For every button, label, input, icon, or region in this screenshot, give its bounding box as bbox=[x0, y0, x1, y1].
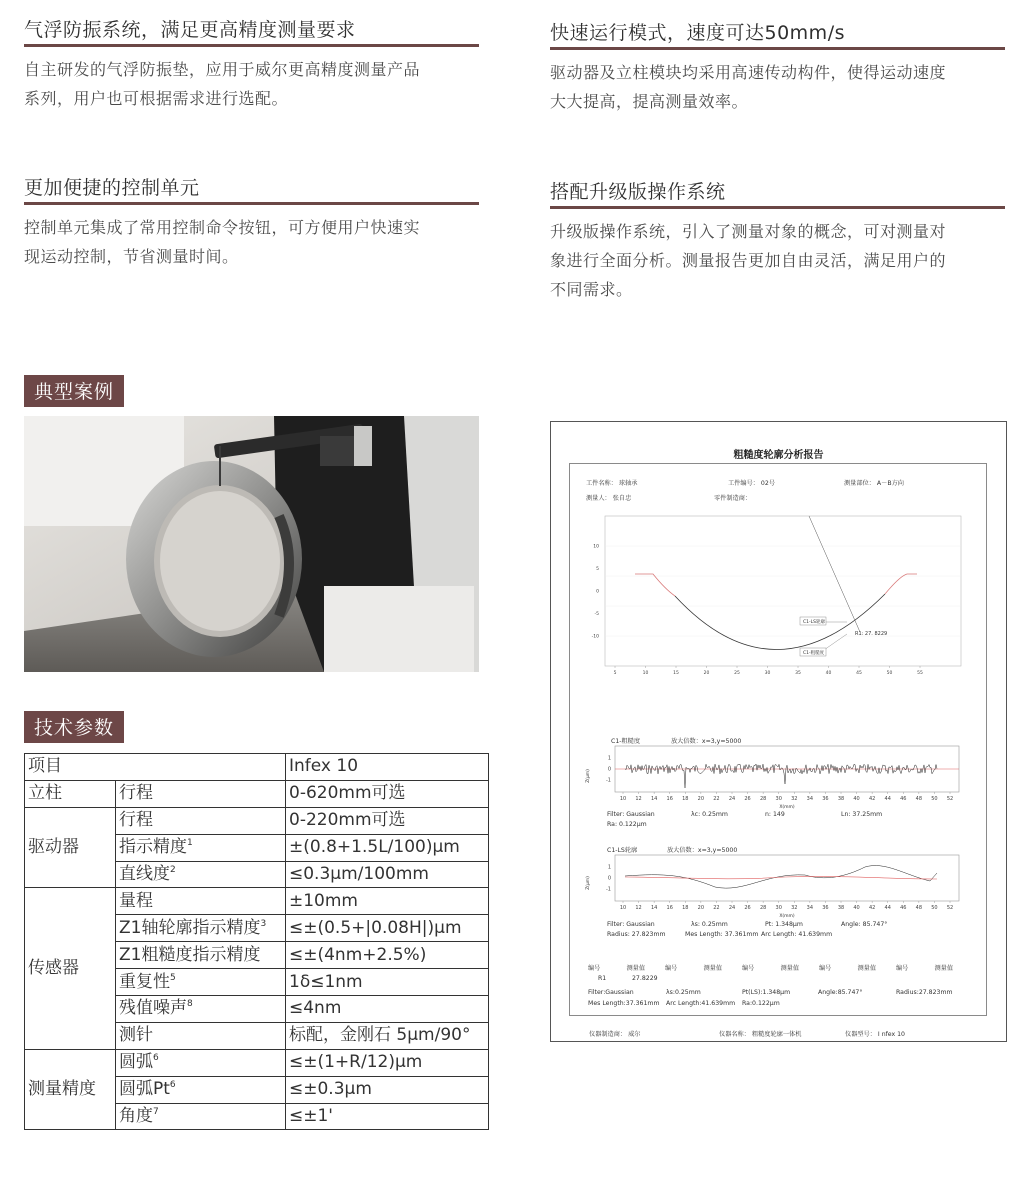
x-tick-label: 48 bbox=[915, 905, 923, 911]
spec-row bbox=[25, 888, 489, 915]
x-tick-label: 46 bbox=[900, 905, 907, 911]
footnote-mark: 6 bbox=[169, 1080, 176, 1091]
workpiece-name: 工件名称： 球轴承 bbox=[586, 480, 638, 487]
spec-param: 测针 bbox=[116, 1022, 286, 1049]
x-tick-label: 18 bbox=[682, 905, 689, 911]
x-tick-label: 45 bbox=[856, 671, 862, 676]
x-tick-label: 36 bbox=[822, 796, 829, 802]
x-tick-label: 38 bbox=[837, 905, 845, 911]
ls-info-angle: Angle: 85.747° bbox=[841, 921, 888, 928]
spec-value: ≤±1' bbox=[286, 1103, 489, 1130]
spec-group: 传感器 bbox=[25, 888, 116, 1049]
x-tick-label: 12 bbox=[635, 796, 642, 802]
spec-param: 量程 bbox=[116, 888, 286, 915]
report-frame bbox=[569, 463, 987, 1016]
summary-ls: λs:0.25mm bbox=[666, 989, 701, 996]
ls-info-pt: Pt: 1.348μm bbox=[765, 921, 803, 928]
profile-label-r1: R1: 27. 8229 bbox=[855, 631, 888, 637]
x-tick-label: 28 bbox=[759, 796, 767, 802]
footnote-mark: 3 bbox=[260, 918, 267, 929]
result-header-label: 编号 bbox=[742, 965, 755, 972]
footnote-mark: 7 bbox=[153, 1107, 159, 1118]
spec-param: 指示精度$^1$ bbox=[116, 834, 286, 861]
y-tick-label: 10 bbox=[593, 544, 599, 550]
spec-value: ≤4nm bbox=[286, 996, 489, 1023]
spec-table bbox=[24, 753, 489, 1130]
x-tick-label: 32 bbox=[791, 905, 798, 911]
feature-os bbox=[550, 177, 1005, 304]
x-tick-label: 36 bbox=[822, 905, 829, 911]
footnote-mark: 1 bbox=[187, 838, 193, 849]
ls-ylabel: Z(μm) bbox=[586, 876, 591, 890]
result-header-label: 编号 bbox=[896, 965, 909, 972]
spec-row bbox=[25, 807, 489, 834]
ls-chart-title: C1-LS轮廓 bbox=[607, 847, 638, 854]
workpiece-no: 工件编号： 02号 bbox=[728, 480, 775, 487]
ls-chart-mag: 放大倍数：x=3,y=5000 bbox=[667, 847, 738, 854]
spec-value: ≤0.3μm/100mm bbox=[286, 861, 489, 888]
spec-value: ≤±(4nm+2.5%) bbox=[286, 942, 489, 969]
ls-info-ls: λs: 0.25mm bbox=[691, 921, 728, 928]
x-tick-label: 50 bbox=[886, 671, 893, 676]
y-tick-label: 1 bbox=[607, 755, 611, 762]
result-header-label: 测量值 bbox=[857, 965, 877, 972]
spec-row bbox=[25, 780, 489, 807]
spec-value: ≤±(1+R/12)μm bbox=[286, 1049, 489, 1076]
feature-title: 快速运行模式，速度可达50mm/s bbox=[550, 18, 1005, 50]
x-tick-label: 10 bbox=[642, 671, 649, 676]
x-tick-label: 40 bbox=[853, 905, 860, 911]
profile-label-rough: C1-粗糙度 bbox=[803, 651, 825, 656]
rough-ylabel: Z(μm) bbox=[586, 769, 591, 783]
x-tick-label: 50 bbox=[931, 796, 938, 802]
x-tick-label: 46 bbox=[900, 796, 907, 802]
x-tick-label: 50 bbox=[931, 905, 938, 911]
footnote-mark: 2 bbox=[170, 865, 176, 875]
x-tick-label: 35 bbox=[795, 671, 801, 676]
spec-group: 驱动器 bbox=[25, 807, 116, 888]
spec-param: 行程 bbox=[116, 780, 286, 807]
x-tick-label: 52 bbox=[946, 905, 954, 911]
x-tick-label: 12 bbox=[635, 905, 642, 911]
footer-instrument: 仪器名称： 粗糙度轮廓一体机 bbox=[719, 1031, 802, 1038]
x-tick-label: 34 bbox=[806, 796, 814, 802]
rough-info-filter: Filter: Gaussian bbox=[607, 811, 655, 818]
result-header-label: 编号 bbox=[588, 965, 601, 972]
result-header-label: 测量值 bbox=[626, 965, 646, 972]
x-tick-label: 14 bbox=[650, 796, 658, 802]
y-tick-label: -10 bbox=[591, 634, 599, 640]
y-tick-label: 1 bbox=[607, 864, 611, 871]
spec-group: 测量精度 bbox=[25, 1049, 116, 1130]
x-tick-label: 16 bbox=[666, 905, 673, 911]
y-tick-label: 0 bbox=[607, 875, 611, 882]
roughness-chart bbox=[585, 736, 970, 846]
spec-param: 残值噪声$^8$ bbox=[116, 996, 286, 1023]
feature-fast-mode bbox=[550, 18, 1005, 116]
x-tick-label: 26 bbox=[744, 905, 751, 911]
summary-ra: Ra:0.122μm bbox=[742, 1000, 780, 1007]
x-tick-label: 25 bbox=[734, 671, 740, 676]
spec-param: 角度$^7$ bbox=[116, 1103, 286, 1130]
footnote-mark: 6 bbox=[153, 1053, 159, 1064]
section-tag-params: 技术参数 bbox=[24, 711, 124, 743]
x-tick-label: 40 bbox=[853, 796, 860, 802]
spec-group: 立柱 bbox=[25, 780, 116, 807]
footer-model: 仪器型号： I nfex 10 bbox=[845, 1031, 905, 1038]
x-tick-label: 48 bbox=[915, 796, 923, 802]
operator: 测量人： 张自忠 bbox=[586, 495, 632, 502]
rough-chart-title: C1-粗糙度 bbox=[611, 738, 641, 745]
roughness-report bbox=[550, 421, 1007, 1042]
x-tick-label: 42 bbox=[868, 796, 876, 802]
result-header-label: 测量值 bbox=[934, 965, 954, 972]
x-tick-label: 26 bbox=[744, 796, 751, 802]
result-headers bbox=[588, 963, 978, 971]
footnote-mark: 5 bbox=[170, 972, 176, 983]
spec-value: ≤±(0.5+|0.08H|)μm bbox=[286, 915, 489, 942]
result-header-label: 编号 bbox=[665, 965, 678, 972]
spec-value: ±(0.8+1.5L/100)μm bbox=[286, 834, 489, 861]
feature-desc: 自主研发的气浮防振垫，应用于威尔更高精度测量产品 系列，用户也可根据需求进行选配。 bbox=[24, 60, 421, 108]
feature-desc: 升级版操作系统，引入了测量对象的概念，可对测量对 象进行全面分析。测量报告更加自由灵活，满足用户的 不同需求。 bbox=[550, 222, 947, 299]
spec-header-row bbox=[25, 754, 489, 781]
summary-mes: Mes Length:37.361mm bbox=[588, 1000, 660, 1007]
footer-maker: 仪器制造商： 威尔 bbox=[589, 1031, 641, 1038]
rough-xlabel: X(mm) bbox=[779, 805, 795, 809]
y-tick-label: -5 bbox=[594, 612, 599, 617]
x-tick-label: 20 bbox=[703, 671, 710, 676]
x-tick-label: 34 bbox=[806, 905, 814, 911]
feature-air-float bbox=[24, 15, 479, 113]
measure-part: 测量部位： A－B方向 bbox=[844, 480, 904, 487]
result-header-label: 测量值 bbox=[703, 965, 723, 972]
x-tick-label: 20 bbox=[697, 905, 705, 911]
spec-param: 重复性$^5$ bbox=[116, 969, 286, 996]
spec-value: 标配，金刚石 5μm/90° bbox=[286, 1022, 489, 1049]
spec-param: Z1粗糙度指示精度 bbox=[116, 942, 286, 969]
summary-pt: Pt(LS):1.348μm bbox=[742, 989, 791, 996]
ls-info-radius: Radius: 27.823mm bbox=[607, 931, 666, 938]
x-tick-label: 14 bbox=[650, 905, 658, 911]
report-title: 粗糙度轮廓分析报告 bbox=[733, 450, 824, 461]
result-header-label: 编号 bbox=[819, 965, 832, 972]
summary-arc: Arc Length:41.639mm bbox=[666, 1000, 736, 1007]
header-item: 项目 bbox=[25, 754, 286, 781]
spec-value: 0-220mm可选 bbox=[286, 807, 489, 834]
result-header-label: 测量值 bbox=[780, 965, 800, 972]
spec-param: 圆弧$^6$ bbox=[116, 1049, 286, 1076]
spec-value: ≤±0.3μm bbox=[286, 1076, 489, 1103]
x-tick-label: 24 bbox=[728, 905, 736, 911]
rough-info-n: n: 149 bbox=[765, 811, 785, 818]
spec-value: 1δ≤1nm bbox=[286, 969, 489, 996]
feature-title: 更加便捷的控制单元 bbox=[24, 173, 479, 205]
section-tag-cases: 典型案例 bbox=[24, 375, 124, 407]
x-tick-label: 30 bbox=[775, 796, 782, 802]
x-tick-label: 40 bbox=[825, 671, 832, 676]
ls-xlabel: X(mm) bbox=[779, 914, 795, 918]
product-photo bbox=[24, 416, 479, 672]
rough-info-lc: λc: 0.25mm bbox=[691, 811, 728, 818]
x-tick-label: 10 bbox=[619, 796, 627, 802]
x-tick-label: 22 bbox=[713, 796, 720, 802]
ls-info-filter: Filter: Gaussian bbox=[607, 921, 655, 928]
x-tick-label: 30 bbox=[764, 671, 771, 676]
footnote-mark: 8 bbox=[187, 999, 193, 1010]
spec-param: 行程 bbox=[116, 807, 286, 834]
feature-desc: 驱动器及立柱模块均采用高速传动构件，使得运动速度 大大提高，提高测量效率。 bbox=[550, 63, 947, 111]
x-tick-label: 38 bbox=[837, 796, 845, 802]
spec-param: 直线度$^2$ bbox=[116, 861, 286, 888]
y-tick-label: 0 bbox=[607, 766, 611, 773]
y-tick-label: 0 bbox=[596, 589, 599, 595]
x-tick-label: 24 bbox=[728, 796, 736, 802]
feature-title: 气浮防振系统，满足更高精度测量要求 bbox=[24, 15, 479, 47]
feature-control-unit bbox=[24, 173, 479, 271]
ls-chart bbox=[585, 845, 970, 950]
x-tick-label: 10 bbox=[619, 905, 627, 911]
y-tick-label: -1 bbox=[606, 777, 611, 784]
spec-param: Z1轴轮廓指示精度$^3$ bbox=[116, 915, 286, 942]
result-id: R1 bbox=[598, 975, 607, 982]
rough-info-ln: Ln: 37.25mm bbox=[841, 811, 883, 818]
summary-angle: Angle:85.747° bbox=[818, 989, 863, 996]
rough-info-ra: Ra: 0.122μm bbox=[607, 821, 647, 828]
x-tick-label: 42 bbox=[868, 905, 876, 911]
feature-desc: 控制单元集成了常用控制命令按钮，可方便用户快速实 现运动控制，节省测量时间。 bbox=[24, 218, 421, 266]
x-tick-label: 32 bbox=[791, 796, 798, 802]
x-tick-label: 16 bbox=[666, 796, 673, 802]
profile-label-ls: C1-LS轮廓 bbox=[803, 620, 825, 625]
x-tick-label: 20 bbox=[697, 796, 705, 802]
spec-value: 0-620mm可选 bbox=[286, 780, 489, 807]
x-tick-label: 30 bbox=[775, 905, 782, 911]
x-tick-label: 15 bbox=[673, 671, 679, 676]
x-tick-label: 55 bbox=[917, 671, 923, 676]
x-tick-label: 28 bbox=[759, 905, 767, 911]
header-model: Infex 10 bbox=[286, 754, 489, 781]
summary-filter: Filter:Gaussian bbox=[588, 989, 634, 996]
profile-chart bbox=[585, 514, 965, 699]
feature-title: 搭配升级版操作系统 bbox=[550, 177, 1005, 209]
spec-value: ±10mm bbox=[286, 888, 489, 915]
spec-row bbox=[25, 1049, 489, 1076]
x-tick-label: 44 bbox=[884, 905, 891, 911]
manufacturer: 零件制造商： bbox=[714, 495, 752, 502]
x-tick-label: 5 bbox=[613, 671, 617, 676]
spec-param: 圆弧Pt$^6$ bbox=[116, 1076, 286, 1103]
x-tick-label: 18 bbox=[682, 796, 689, 802]
ls-info-mes: Mes Length: 37.361mm bbox=[685, 931, 759, 938]
summary-radius: Radius:27.823mm bbox=[896, 989, 953, 996]
result-value: 27.8229 bbox=[632, 975, 658, 982]
rough-chart-mag: 放大倍数：x=3,y=5000 bbox=[671, 738, 742, 745]
x-tick-label: 22 bbox=[713, 905, 720, 911]
y-tick-label: -1 bbox=[606, 886, 611, 893]
ls-info-arc: Arc Length: 41.639mm bbox=[761, 931, 833, 938]
y-tick-label: 5 bbox=[596, 567, 599, 572]
x-tick-label: 52 bbox=[946, 796, 954, 802]
x-tick-label: 44 bbox=[884, 796, 891, 802]
